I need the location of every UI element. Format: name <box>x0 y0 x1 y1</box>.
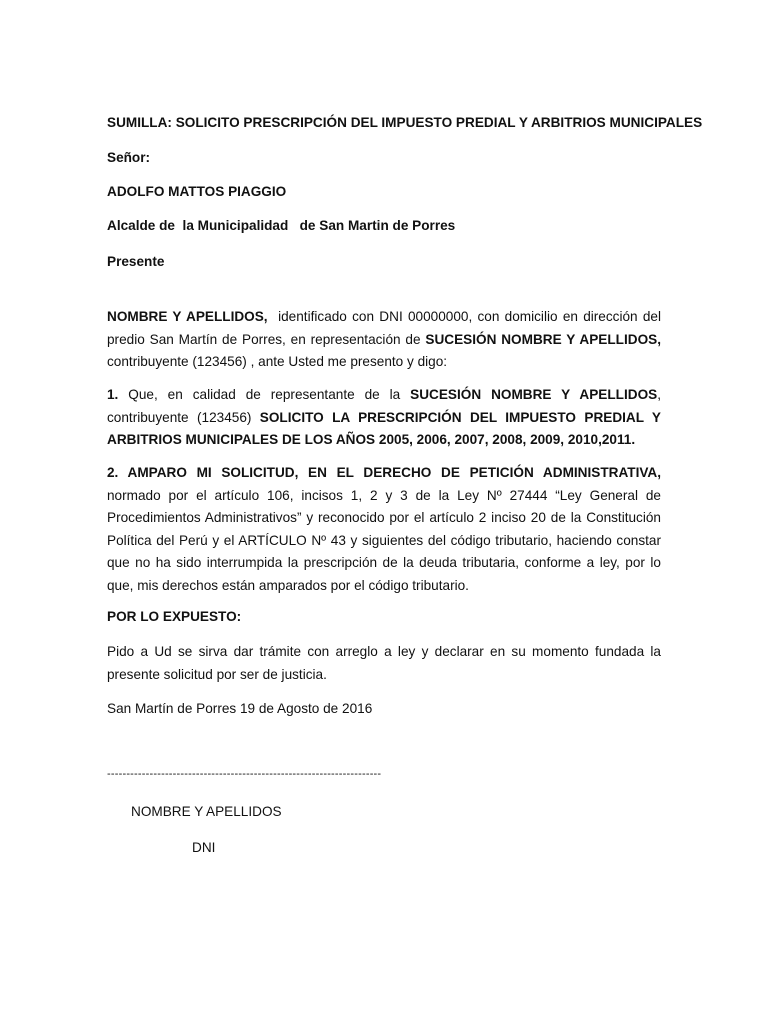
presente: Presente <box>107 254 165 269</box>
closing-request: Pido a Ud se sirva dar trámite con arreglo a ley y declarar en su momento fundada la presente solicitud por ser de justicia. <box>107 644 661 682</box>
salutation: Señor: <box>107 150 151 165</box>
point-1-text-2: , contribuyente (123456) <box>107 387 661 425</box>
point-1-number: 1. <box>107 387 119 402</box>
point-2-paragraph <box>107 462 661 597</box>
intro-text-1: identificado con DNI 00000000, con domicilio en dirección del predio San Martín de Porres, en representación de <box>107 309 665 347</box>
intro-text-2: contribuyente (123456) , ante Usted me presento y digo: <box>107 354 448 369</box>
por-lo-expuesto: POR LO EXPUESTO: <box>107 609 242 624</box>
intro-paragraph <box>107 306 665 374</box>
point-1-sucesion: SUCESIÓN NOMBRE Y APELLIDOS <box>410 387 658 402</box>
point-1-text-1: Que, en calidad de representante de la <box>118 387 411 402</box>
sumilla-heading: SUMILLA: SOLICITO PRESCRIPCIÓN DEL IMPUESTO PREDIAL Y ARBITRIOS MUNICIPALES <box>107 115 703 130</box>
intro-name: NOMBRE Y APELLIDOS, <box>107 309 268 324</box>
point-1-paragraph <box>107 384 661 452</box>
intro-sucesion: SUCESIÓN NOMBRE Y APELLIDOS, <box>425 331 661 347</box>
place-date: San Martín de Porres 19 de Agosto de 2016 <box>107 701 373 716</box>
signature-line: ----------------------------------------------------------------------- <box>107 768 382 780</box>
addressee-title: Alcalde de la Municipalidad de San Martin de Porres <box>107 218 456 233</box>
signature-name: NOMBRE Y APELLIDOS <box>131 804 282 819</box>
point-1-request: SOLICITO LA PRESCRIPCIÓN DEL IMPUESTO PREDIAL Y ARBITRIOS MUNICIPALES DE LOS AÑOS 2005, 2006, 2007, 2008, 2009, 2010,2011. <box>107 409 661 447</box>
point-2-text: normado por el artículo 106, incisos 1, 2 y 3 de la Ley Nº 27444 “Ley General de Procedimientos Administrativos” y reconocido por el artículo 2 inciso 20 de la Constitución Política del Perú y el ARTÍCULO Nº 43 y siguientes del código tributario, haciendo constar que no ha sido interrumpida la prescripción de la deuda tributaria, conforme a ley, por lo que, mis derechos están amparados por el código tributario. <box>107 487 661 593</box>
point-2-heading: 2. AMPARO MI SOLICITUD, EN EL DERECHO DE PETICIÓN ADMINISTRATIVA, <box>107 465 661 480</box>
signature-dni: DNI <box>192 840 216 855</box>
addressee-name: ADOLFO MATTOS PIAGGIO <box>107 184 287 199</box>
